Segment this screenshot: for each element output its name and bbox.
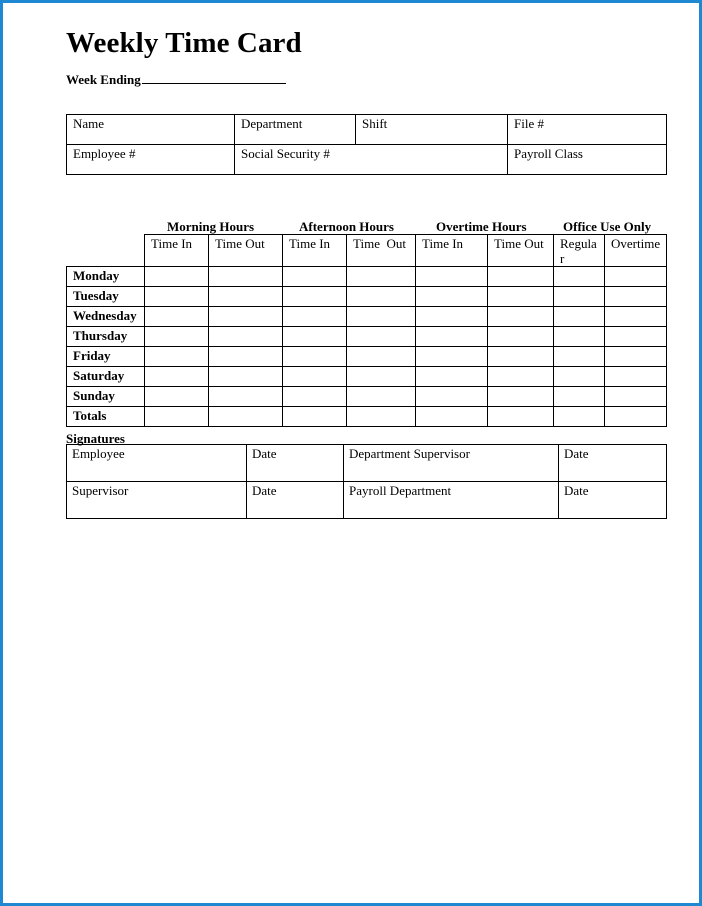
- morning-time-in-cell[interactable]: [145, 347, 209, 367]
- overtime-time-in-cell[interactable]: [416, 347, 488, 367]
- day-label: Saturday: [67, 367, 145, 387]
- table-row: [67, 482, 667, 519]
- table-row: [67, 307, 667, 327]
- office-overtime-cell[interactable]: [605, 347, 667, 367]
- supervisor-signature-field[interactable]: Supervisor: [67, 482, 247, 519]
- table-row: [67, 267, 667, 287]
- morning-time-in-cell[interactable]: [145, 287, 209, 307]
- morning-time-in-cell[interactable]: [145, 307, 209, 327]
- table-row: [67, 145, 667, 175]
- regular-cell[interactable]: [554, 327, 605, 347]
- regular-cell[interactable]: [554, 307, 605, 327]
- table-row: [67, 327, 667, 347]
- table-row: [67, 115, 667, 145]
- department-field[interactable]: Department: [235, 115, 356, 145]
- afternoon-time-in-cell[interactable]: [283, 347, 347, 367]
- afternoon-time-out-cell[interactable]: [347, 347, 416, 367]
- day-label: Wednesday: [67, 307, 145, 327]
- office-overtime-cell[interactable]: [605, 407, 667, 427]
- table-row: [67, 387, 667, 407]
- overtime-time-in-cell[interactable]: [416, 367, 488, 387]
- morning-time-out-cell[interactable]: [209, 387, 283, 407]
- regular-cell[interactable]: [554, 407, 605, 427]
- signatures-label: Signatures: [66, 431, 125, 446]
- payroll-class-field[interactable]: Payroll Class: [508, 145, 667, 175]
- week-ending-label: Week Ending: [66, 72, 141, 87]
- regular-cell[interactable]: [554, 287, 605, 307]
- morning-time-out-cell[interactable]: [209, 407, 283, 427]
- page-title: Weekly Time Card: [66, 27, 302, 59]
- office-use-heading: Office Use Only: [563, 219, 652, 234]
- afternoon-time-in-cell[interactable]: [283, 307, 347, 327]
- supervisor-date-field[interactable]: Date: [247, 482, 344, 519]
- department-supervisor-signature-field[interactable]: Department Supervisor: [344, 445, 559, 482]
- overtime-time-in-cell[interactable]: [416, 387, 488, 407]
- morning-time-in-header: Time In: [145, 235, 209, 267]
- office-overtime-cell[interactable]: [605, 307, 667, 327]
- table-row: [67, 407, 667, 427]
- overtime-time-in-cell[interactable]: [416, 407, 488, 427]
- week-ending-blank-line[interactable]: [142, 71, 286, 84]
- overtime-time-out-cell[interactable]: [488, 327, 554, 347]
- table-row: [67, 347, 667, 367]
- overtime-time-in-cell[interactable]: [416, 307, 488, 327]
- file-number-field[interactable]: File #: [508, 115, 667, 145]
- morning-time-out-cell[interactable]: [209, 287, 283, 307]
- office-overtime-cell[interactable]: [605, 287, 667, 307]
- overtime-time-out-cell[interactable]: [488, 307, 554, 327]
- morning-time-in-cell[interactable]: [145, 387, 209, 407]
- overtime-hours-heading: Overtime Hours: [436, 219, 527, 234]
- day-label: Tuesday: [67, 287, 145, 307]
- afternoon-time-out-cell[interactable]: [347, 267, 416, 287]
- office-overtime-cell[interactable]: [605, 367, 667, 387]
- morning-time-out-header: Time Out: [209, 235, 283, 267]
- morning-time-in-cell[interactable]: [145, 267, 209, 287]
- day-label: Friday: [67, 347, 145, 367]
- corner-cell: [67, 235, 145, 267]
- week-ending-field[interactable]: [66, 71, 286, 88]
- regular-cell[interactable]: [554, 367, 605, 387]
- regular-header: Regula r: [554, 235, 605, 267]
- afternoon-time-out-cell[interactable]: [347, 367, 416, 387]
- day-label: Thursday: [67, 327, 145, 347]
- overtime-time-in-cell[interactable]: [416, 267, 488, 287]
- table-row: [67, 367, 667, 387]
- afternoon-time-out-cell[interactable]: [347, 287, 416, 307]
- morning-time-out-cell[interactable]: [209, 327, 283, 347]
- name-field[interactable]: Name: [67, 115, 235, 145]
- office-overtime-cell[interactable]: [605, 327, 667, 347]
- payroll-department-date-field[interactable]: Date: [559, 482, 667, 519]
- overtime-time-in-cell[interactable]: [416, 287, 488, 307]
- overtime-time-out-cell[interactable]: [488, 287, 554, 307]
- table-row: [67, 287, 667, 307]
- morning-time-in-cell[interactable]: [145, 407, 209, 427]
- signatures-table: [66, 444, 667, 519]
- employee-signature-field[interactable]: Employee: [67, 445, 247, 482]
- day-label: Totals: [67, 407, 145, 427]
- employee-number-field[interactable]: Employee #: [67, 145, 235, 175]
- overtime-time-out-header: Time Out: [488, 235, 554, 267]
- day-label: Monday: [67, 267, 145, 287]
- hours-table: [66, 234, 667, 427]
- afternoon-time-in-cell[interactable]: [283, 407, 347, 427]
- afternoon-hours-heading: Afternoon Hours: [299, 219, 394, 234]
- overtime-time-in-cell[interactable]: [416, 327, 488, 347]
- afternoon-time-out-cell[interactable]: [347, 407, 416, 427]
- day-label: Sunday: [67, 387, 145, 407]
- department-supervisor-date-field[interactable]: Date: [559, 445, 667, 482]
- morning-time-out-cell[interactable]: [209, 347, 283, 367]
- employee-date-field[interactable]: Date: [247, 445, 344, 482]
- afternoon-time-in-cell[interactable]: [283, 367, 347, 387]
- regular-cell[interactable]: [554, 387, 605, 407]
- morning-time-out-cell[interactable]: [209, 367, 283, 387]
- overtime-time-out-cell[interactable]: [488, 347, 554, 367]
- shift-field[interactable]: Shift: [356, 115, 508, 145]
- morning-time-in-cell[interactable]: [145, 327, 209, 347]
- overtime-time-out-cell[interactable]: [488, 407, 554, 427]
- afternoon-time-in-cell[interactable]: [283, 267, 347, 287]
- office-overtime-header: Overtime: [605, 235, 667, 267]
- afternoon-time-in-cell[interactable]: [283, 387, 347, 407]
- morning-time-out-cell[interactable]: [209, 307, 283, 327]
- afternoon-time-out-cell[interactable]: [347, 327, 416, 347]
- afternoon-time-out-header: Time Out: [347, 235, 416, 267]
- afternoon-time-in-cell[interactable]: [283, 327, 347, 347]
- overtime-time-in-header: Time In: [416, 235, 488, 267]
- office-overtime-cell[interactable]: [605, 267, 667, 287]
- social-security-field[interactable]: Social Security #: [235, 145, 508, 175]
- office-overtime-cell[interactable]: [605, 387, 667, 407]
- morning-hours-heading: Morning Hours: [167, 219, 255, 234]
- morning-time-out-cell[interactable]: [209, 267, 283, 287]
- regular-cell[interactable]: [554, 267, 605, 287]
- afternoon-time-out-cell[interactable]: [347, 387, 416, 407]
- morning-time-in-cell[interactable]: [145, 367, 209, 387]
- overtime-time-out-cell[interactable]: [488, 367, 554, 387]
- afternoon-time-in-header: Time In: [283, 235, 347, 267]
- afternoon-time-in-cell[interactable]: [283, 287, 347, 307]
- afternoon-time-out-cell[interactable]: [347, 307, 416, 327]
- regular-cell[interactable]: [554, 347, 605, 367]
- table-row: [67, 445, 667, 482]
- payroll-department-signature-field[interactable]: Payroll Department: [344, 482, 559, 519]
- overtime-time-out-cell[interactable]: [488, 267, 554, 287]
- employee-info-table: [66, 114, 667, 175]
- hours-subheader-row: [67, 235, 667, 267]
- overtime-time-out-cell[interactable]: [488, 387, 554, 407]
